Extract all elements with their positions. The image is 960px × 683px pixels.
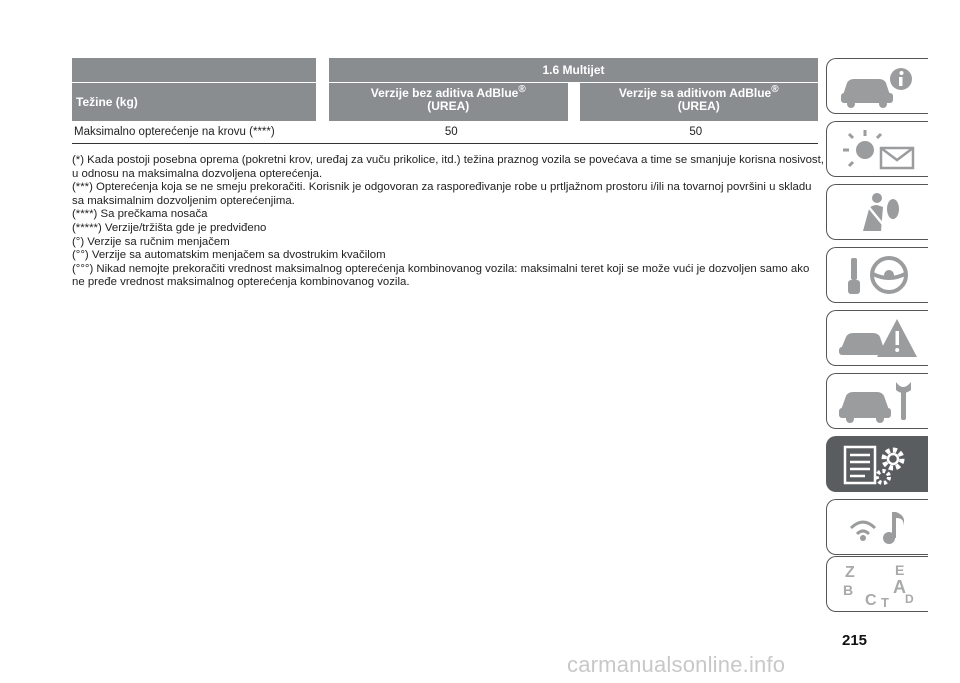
index-letter-b: B [842,582,853,598]
tab-safety[interactable] [826,184,928,240]
table-row [72,121,818,144]
index-letter-a: A [892,577,906,597]
header-with-adblue: Verzije sa aditivom AdBlue® (UREA) [580,83,819,121]
weights-header-label: Težine (kg) [72,83,316,121]
spec-list-gears-icon [837,441,919,487]
table-header-row-1 [72,58,818,82]
tab-servicing[interactable] [826,373,928,429]
footnote: (°) Verzije sa ručnim menjačem [72,235,230,248]
index-letter-z: Z [844,564,855,581]
tab-lights-messages[interactable] [826,121,928,177]
engine-group-header: 1.6 Multijet [329,58,818,82]
lights-message-icon [837,126,919,172]
row-value-with-adblue: 50 [689,126,703,138]
watermark: carmanualsonline.info [567,652,786,677]
index-letter-t: T [880,595,889,607]
tab-emergency[interactable] [826,310,928,366]
footnote: (*****) Verzije/tržišta gde je predviđeno [72,221,267,234]
table-header-row-2 [72,83,818,121]
row-label: Maksimalno opterećenje na krovu (****) [74,126,275,138]
footnote: (*) Kada postoji posebna oprema (pokretni krov, uređaj za vuču prikolice, itd.) težina praznog vozila se povećava a time se smanjuje korisna nosivost, u odnosu na maksimalna dozvoljena opterećenja. [72,154,824,180]
header-without-adblue: Verzije bez aditiva AdBlue® (UREA) [329,83,568,121]
key-steering-wheel-icon [837,252,919,298]
footnote: (°°) Verzije sa automatskim menjačem sa dvostrukim kvačilom [72,249,386,262]
tab-starting-driving[interactable] [826,247,928,303]
multimedia-music-icon [837,504,919,550]
seatbelt-airbag-icon [837,189,919,235]
row-value-without-adblue: 50 [444,126,458,138]
tab-car-info[interactable] [826,58,928,114]
footnote: (°°°) Nikad nemojte prekoračiti vrednost maksimalnog opterećenja kombinovanog vozila: maksimalni teret koji se može vući je dozvoljen samo ako ne pređe vrednost maksimalnog opterećenja kombinovanog vozila. [72,262,810,289]
car-warning-icon [837,315,919,361]
index-letter-e: E [894,562,904,578]
footnote: (****) Sa prečkama nosača [72,208,208,221]
tab-index[interactable] [826,556,928,612]
alphabetical-index-icon [837,561,919,607]
page-number: 215 [842,632,868,649]
tab-multimedia[interactable] [826,499,928,555]
index-letter-c: C [864,592,877,607]
footnote: (***) Opterećenja koja se ne smeju prekoračiti. Korisnik je odgovoran za raspoređivanje robe u prtljažnom prostoru i/ili na tovarnoj površini u skladu sa maksimalnim dozvoljenim opterećenjima. [72,181,812,207]
index-letter-d: D [904,592,914,606]
car-info-icon [837,63,919,109]
car-wrench-icon [837,378,919,424]
tab-technical-specs[interactable] [826,436,928,492]
header-empty-cell [72,58,316,82]
weights-table [72,58,818,144]
footnotes [72,154,824,290]
